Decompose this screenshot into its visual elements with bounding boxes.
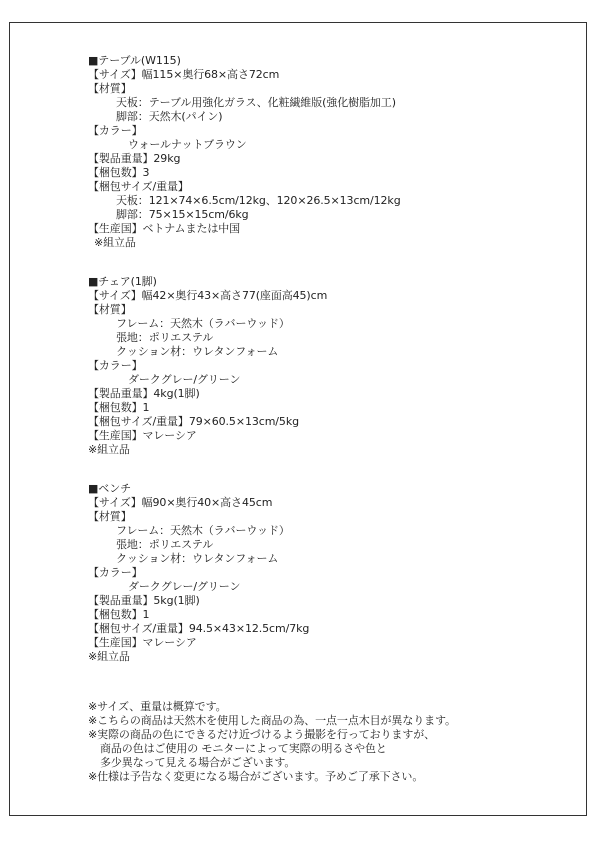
note-color-3: 多少異なって見える場合がございます。	[100, 756, 296, 769]
note-spec-change: ※仕様は予告なく変更になる場合がございます。予めご了承下さい。	[88, 770, 424, 783]
chair-material-fabric: 張地：ポリエステル	[116, 331, 214, 344]
chair-weight: 【製品重量】4kg(1脚)	[88, 387, 200, 400]
chair-packages: 【梱包数】1	[88, 401, 150, 414]
chair-origin: 【生産国】マレーシア	[88, 429, 197, 442]
bench-pack-size: 【梱包サイズ/重量】94.5×43×12.5cm/7kg	[88, 622, 310, 635]
bench-weight: 【製品重量】5kg(1脚)	[88, 594, 200, 607]
table-weight: 【製品重量】29kg	[88, 152, 181, 165]
table-assembly: ※組立品	[94, 236, 136, 249]
bench-material-fabric: 張地：ポリエステル	[116, 538, 214, 551]
bench-material-label: 【材質】	[88, 510, 132, 523]
chair-material-cushion: クッション材：ウレタンフォーム	[116, 345, 279, 358]
bench-origin: 【生産国】マレーシア	[88, 636, 197, 649]
table-pack-leg: 脚部：75×15×15cm/6kg	[116, 208, 249, 221]
table-origin: 【生産国】ベトナムまたは中国	[88, 222, 241, 235]
note-color-2: 商品の色はご使用の モニターによって実際の明るさや色と	[100, 742, 387, 755]
table-material-label: 【材質】	[88, 82, 132, 95]
table-pack-size-label: 【梱包サイズ/重量】	[88, 180, 189, 193]
table-title: ■テーブル(W115)	[88, 54, 181, 67]
note-size-weight: ※サイズ、重量は概算です。	[88, 700, 227, 713]
chair-color-value: ダークグレー/グリーン	[128, 373, 241, 386]
bench-packages: 【梱包数】1	[88, 608, 150, 621]
bench-color-label: 【カラー】	[88, 566, 143, 579]
note-wood-grain: ※こちらの商品は天然木を使用した商品の為、一点一点木目が異なります。	[88, 714, 456, 727]
bench-material-cushion: クッション材：ウレタンフォーム	[116, 552, 279, 565]
chair-title: ■チェア(1脚)	[88, 275, 157, 288]
bench-title: ■ベンチ	[88, 482, 131, 495]
chair-assembly: ※組立品	[88, 443, 130, 456]
table-color-value: ウォールナットブラウン	[128, 138, 247, 151]
chair-color-label: 【カラー】	[88, 359, 143, 372]
table-pack-top: 天板：121×74×6.5cm/12kg、120×26.5×13cm/12kg	[116, 194, 401, 207]
table-packages: 【梱包数】3	[88, 166, 150, 179]
table-material-leg: 脚部：天然木(パイン)	[116, 110, 223, 123]
bench-size: 【サイズ】幅90×奥行40×高さ45cm	[88, 496, 273, 509]
table-material-top: 天板：テーブル用強化ガラス、化粧繊維版(強化樹脂加工)	[116, 96, 396, 109]
table-size: 【サイズ】幅115×奥行68×高さ72cm	[88, 68, 280, 81]
chair-pack-size: 【梱包サイズ/重量】79×60.5×13cm/5kg	[88, 415, 299, 428]
chair-material-frame: フレーム：天然木（ラバーウッド）	[116, 317, 290, 330]
chair-size: 【サイズ】幅42×奥行43×高さ77(座面高45)cm	[88, 289, 328, 302]
bench-assembly: ※組立品	[88, 650, 130, 663]
table-color-label: 【カラー】	[88, 124, 143, 137]
bench-color-value: ダークグレー/グリーン	[128, 580, 241, 593]
bench-material-frame: フレーム：天然木（ラバーウッド）	[116, 524, 290, 537]
chair-material-label: 【材質】	[88, 303, 132, 316]
note-color-1: ※実際の商品の色にできるだけ近づけるよう撮影を行っておりますが、	[88, 728, 436, 741]
